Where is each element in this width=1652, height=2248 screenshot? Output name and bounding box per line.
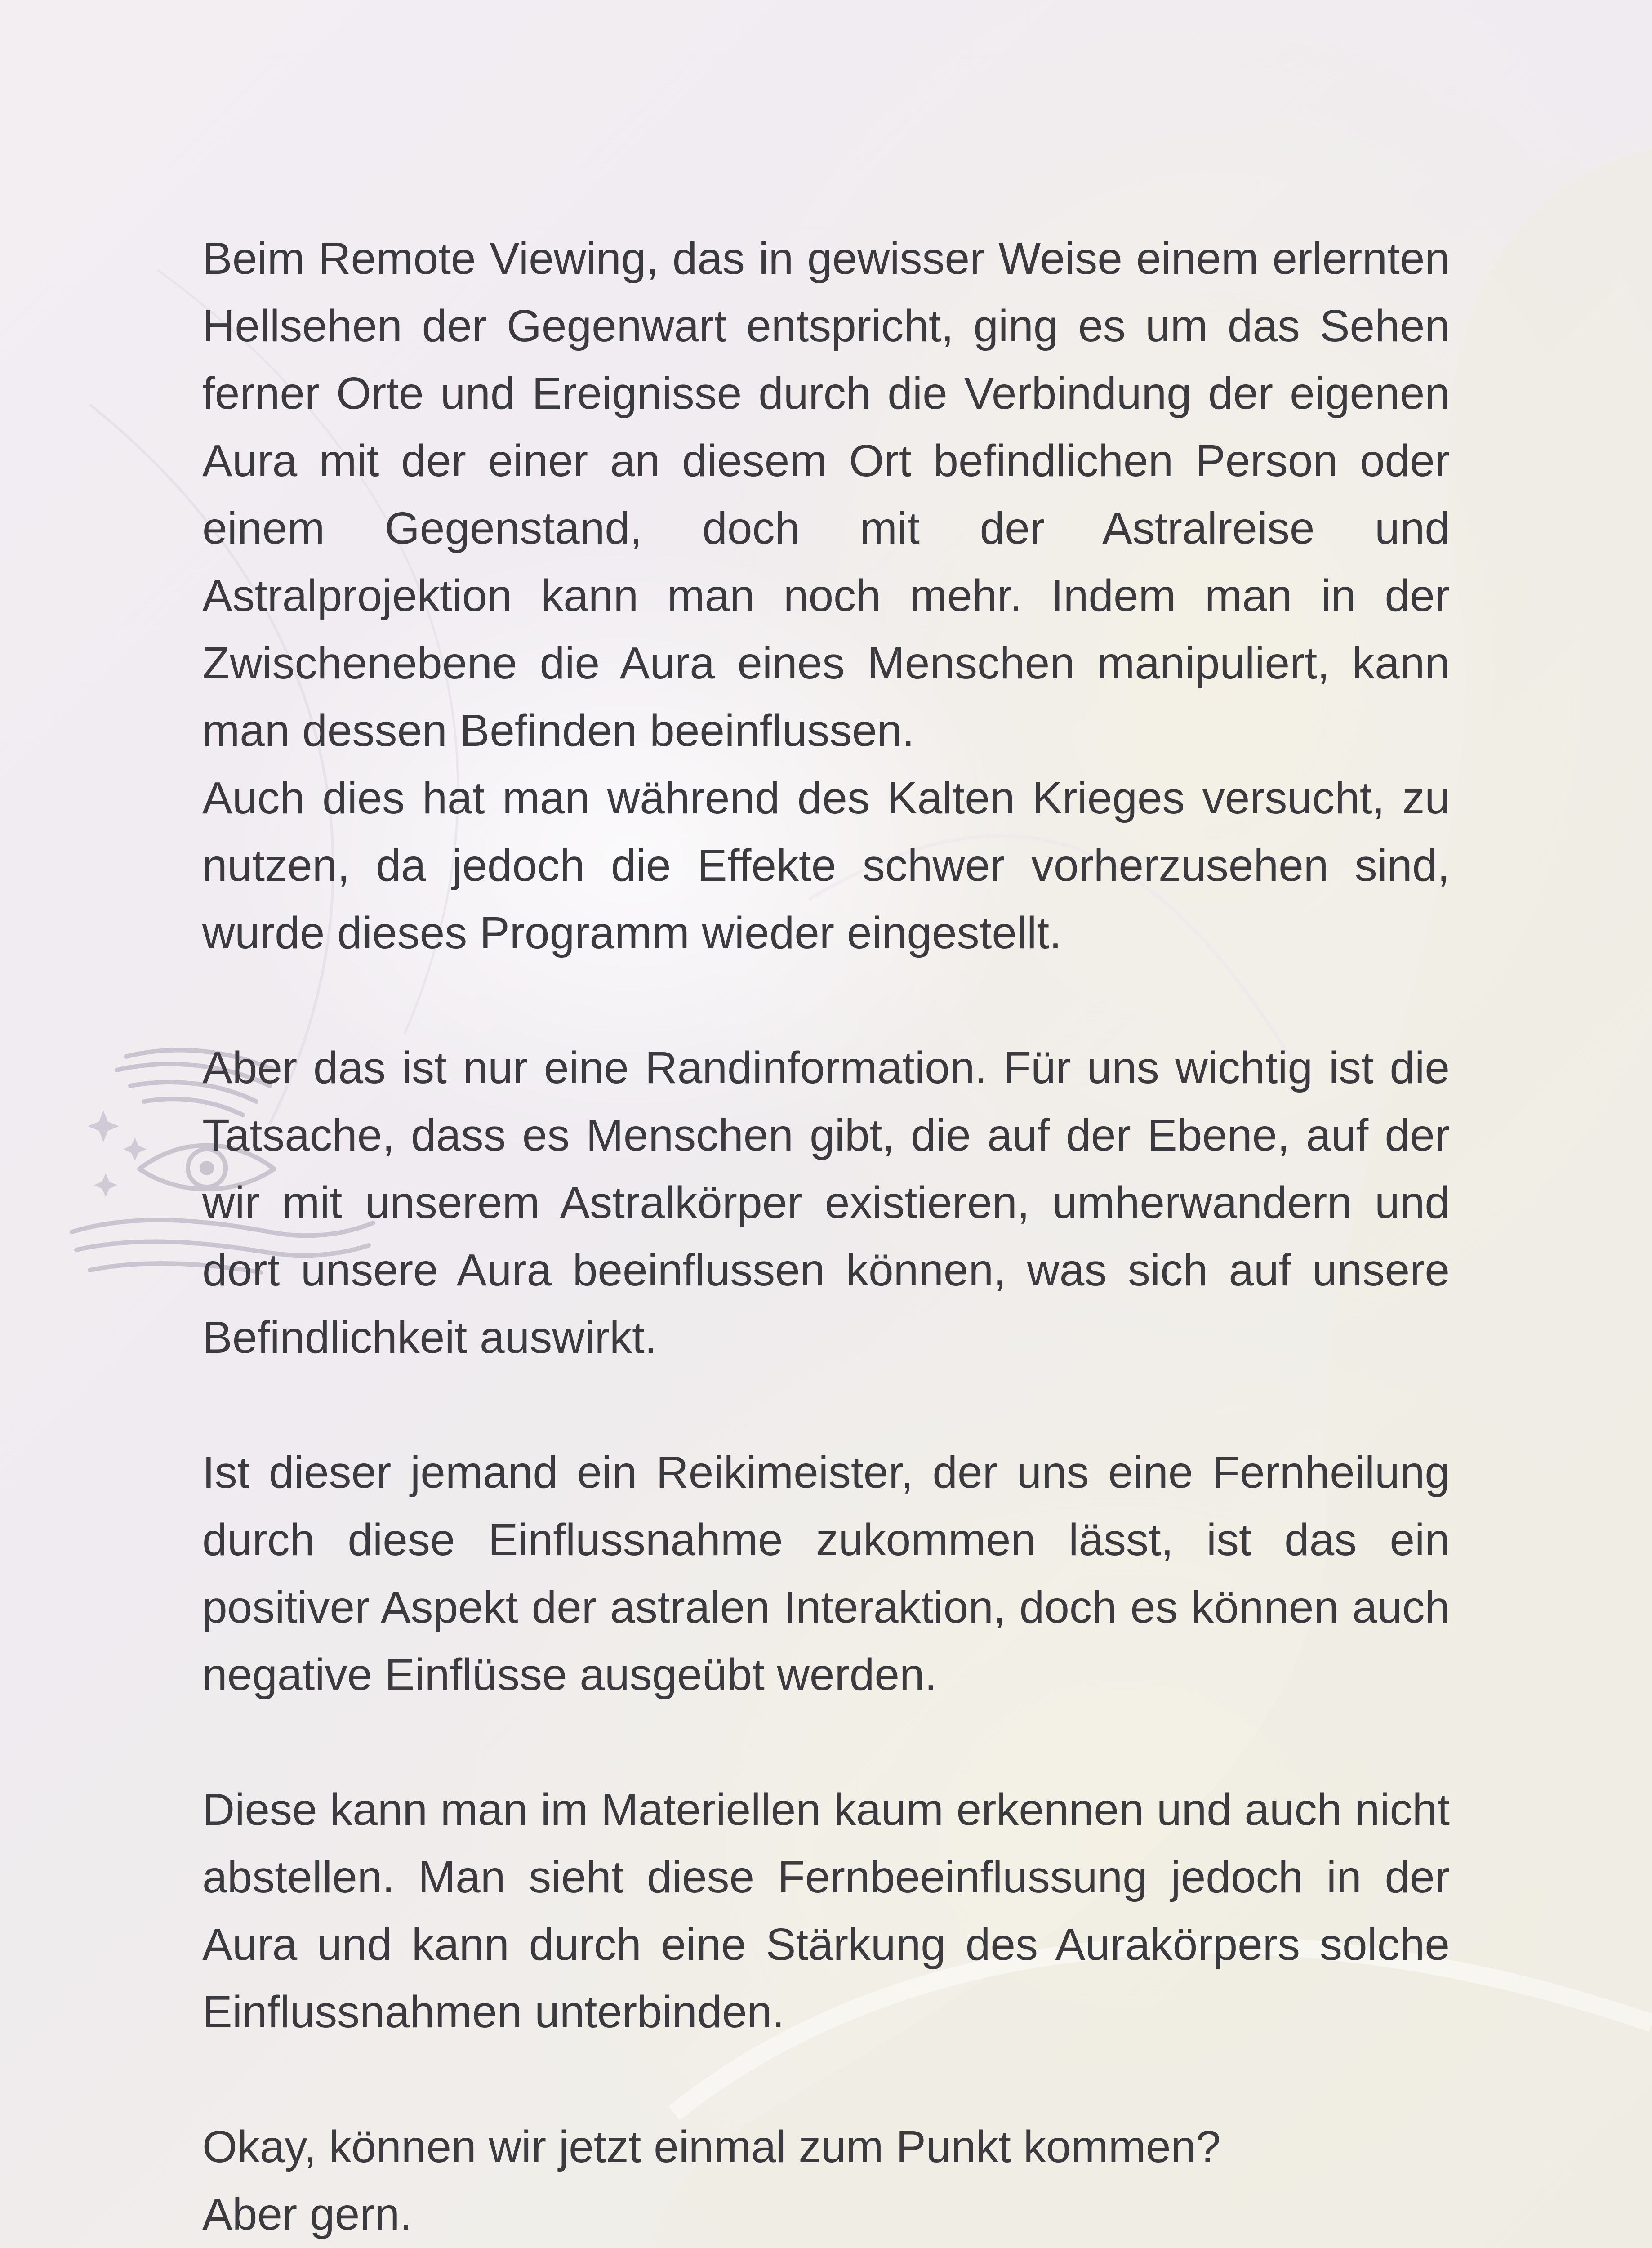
paragraph-spacer — [202, 967, 1450, 1034]
paragraph-remote-viewing: Beim Remote Viewing, das in gewisser Weise einem erlernten Hellsehen der Gegenwart entspricht, ging es um das Sehen ferner Orte und Ereignisse durch die Verbindung der eigenen Aura mit der einer an diesem Ort befindlichen Person oder einem Gegenstand, doch mit der Astralreise und Astralprojektion kann man noch mehr. Indem man in der Zwischenebene die Aura eines Menschen manipuliert, kann man dessen Befinden beeinflussen. — [202, 233, 1450, 756]
paragraph-cold-war: Auch dies hat man während des Kalten Krieges versucht, zu nutzen, da jedoch die Effekte schwer vorherzusehen sind, wurde dieses Programm wieder eingestellt. — [202, 773, 1450, 958]
paragraph-spacer — [202, 1708, 1450, 1776]
paragraph-fernbeeinflussung: Diese kann man im Materiellen kaum erkennen und auch nicht abstellen. Man sieht diese Fernbeeinflussung jedoch in der Aura und kann durch eine Stärkung des Aurakörpers solche Einflussnahmen unterbinden. — [202, 1784, 1450, 2037]
paragraph-reikimeister: Ist dieser jemand ein Reikimeister, der uns eine Fernheilung durch diese Einflussnahme zukommen lässt, ist das ein positiver Aspekt der astralen Interaktion, doch es können auch negative Einflüsse ausgeübt werden. — [202, 1447, 1450, 1700]
paragraph-answer: Aber gern. — [202, 2189, 412, 2239]
paragraph-spacer — [202, 1371, 1450, 1439]
paragraph-randinformation: Aber das ist nur eine Randinformation. Für uns wichtig ist die Tatsache, dass es Menschen gibt, die auf der Ebene, auf der wir mit unserem Astralkörper existieren, umherwandern und dort unsere Aura beeinflussen können, was sich auf unsere Befindlichkeit auswirkt. — [202, 1043, 1450, 1363]
body-text — [202, 225, 1450, 2248]
paragraph-spacer — [202, 2046, 1450, 2113]
paragraph-question: Okay, können wir jetzt einmal zum Punkt kommen? — [202, 2122, 1221, 2172]
